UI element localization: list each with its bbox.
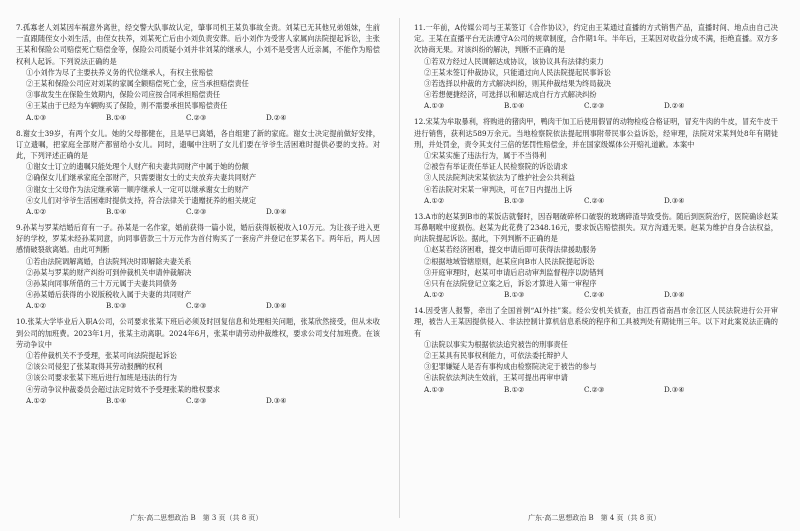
question-statement: ①小刘作为尽了主要扶养义务的代位继承人，有权主张赔偿 (26, 67, 213, 77)
question-stem: 14.因受害人报警，牵出了全国首例“AI外挂”案。经公安机关侦查，由江西省南昌市余江区人民法院进行公开审理，被告人王某因提供侵入、非法控制计算机信息系统的程序和工具被判处有期徒刑三年。以下对此案说法正确的有 (414, 306, 778, 338)
question-statement: ③谢女士父母作为法定继承第一顺序继承人一定可以继承谢女士的财产 (26, 184, 249, 194)
question-statement: ②该公司侵犯了张某取得其劳动报酬的权利 (26, 362, 163, 372)
answer-option: A.①③ (424, 101, 445, 111)
answer-option: A.①② (26, 207, 47, 217)
question-block (414, 305, 778, 395)
question-statement: ①法院以事实为根据依法追究被告的刑事责任 (424, 339, 568, 349)
question-stem: 12.宋某为牟取暴利，将购进的猪肉甲，鸭肉干加工后使用假冒的动物检疫合格证明，冒充牛肉的牛皮，冒充牛皮干进行销售，获利达589万余元。当地检察院依法提起刑事附带民事公益诉讼，经审理，法院对宋某判处8年有期徒刑，并处罚金，责令其支付三倍的惩罚性赔偿金，并在国家级媒体公开赔礼道歉。本案中 (414, 117, 778, 149)
question-statement: ④若想便捷经济，可选择以和解达成自行方式解决纠纷 (424, 90, 597, 100)
answer-option: D.③④ (266, 395, 287, 405)
question-stem: 8.谢女士39岁，有两个女儿。她的父母都健在，且是早已离婚，各自组建了新的家庭。谢女士决定提前做好安排，订立遗嘱，把家庭全部财产都留给小女儿。同时，遗嘱中注明了女儿们要在爷爷生活困难时提供必要的支持。对此，下列评述正确的是 (16, 128, 380, 161)
answer-option: C.②③ (186, 207, 207, 217)
question-statement: ②根据地域管辖原则，赵某应向B市人民法院提起诉讼 (424, 256, 595, 266)
answer-option: A.①② (26, 395, 47, 405)
question-statement: ④女儿们对爷爷生活困难时提供支持，符合法律关于遗赠抚养的相关规定 (26, 195, 257, 205)
question-statement: ②王某和保险公司应对刘某的家属全额赔偿死亡金，应当承担赔偿责任 (26, 79, 249, 89)
question-stem: 7.孤寡老人刘某因车祸意外离世，经交警大队事故认定，肇事司机王某负事故全责。刘某已无其他兄弟姐妹，生前一直跟随侄女小刘生活，由侄女扶养，刘某死亡后由小刘负责安葬。后小刘作为受害人家属向法院提起诉讼，主张王某和保险公司赔偿死亡赔偿金等，保险公司质疑小刘并非刘某的继承人，小刘不是受害人近亲属，不能作为赔偿权利人起诉。下列说法正确的是 (16, 23, 380, 66)
answer-option: C.②④ (584, 290, 605, 300)
question-statement: ③该公司要求张某下班后进行加班是违法的行为 (26, 373, 177, 383)
page-3-footer: 广东·高二思想政治 B 第 3 页（共 8 页） (130, 514, 263, 522)
question-block (16, 22, 380, 124)
question-statement: ②确保女儿们继承家庭全部财产，只需要谢女士的丈夫放弃夫妻共同财产 (26, 173, 257, 183)
answer-option: D.③④ (664, 290, 685, 300)
question-statement: ①若仲裁机关不予受理，张某可向法院提起诉讼 (26, 351, 177, 361)
question-statement: ①若由法院调解离婚，自法院判决时即解除夫妻关系 (26, 256, 192, 266)
answer-options (414, 100, 778, 112)
question-statement: ①赵某若经济困难，提交申请后即可获得法律援助服务 (424, 245, 597, 255)
answer-options (16, 206, 380, 218)
question-statement: ①若双方经过人民调解达成协议，该协议具有法律约束力 (424, 56, 604, 66)
question-statement: ④若法院对宋某一审判决，可在7日内提出上诉 (424, 184, 573, 194)
answer-option: B.①③ (106, 301, 127, 311)
question-statement: ④只有在法院登记立案之后，诉讼才算进入第一审程序 (424, 279, 597, 289)
answer-option: A.①② (26, 301, 47, 311)
page-divider (399, 18, 400, 518)
answer-option: B.①④ (106, 112, 127, 122)
question-statement: ④孙某婚后获得的小说版税收入属于夫妻的共同财产 (26, 290, 192, 300)
question-statement: ①宋某实施了违法行为，属于不当得利 (424, 151, 547, 161)
question-statement: ③人民法院判决宋某依法为了维护社会公共利益 (424, 173, 575, 183)
answer-options (414, 384, 778, 396)
answer-option: B.①④ (106, 395, 127, 405)
question-statement: ③犯罪嫌疑人是否有事构成由检察院决定于被告的参与 (424, 362, 597, 372)
question-block (16, 128, 380, 218)
answer-option: D.③④ (664, 384, 685, 394)
question-statement: ②被告有举证责任举证人民检察院的诉讼请求 (424, 162, 568, 172)
question-stem: 10.张某大学毕业后入职A公司，公司要求张某下班后必须及时回复信息和处理相关问题，张某欣然接受，但从未收到公司的加班费。2023年1月，张某主动离职。2024年6月，张某申请劳动仲裁维权，要求公司支付加班费。在该劳动争议中 (16, 317, 380, 349)
answer-option: D.③④ (664, 195, 685, 205)
answer-option: A.①② (424, 290, 445, 300)
question-block (414, 211, 778, 301)
page-3-column (16, 22, 380, 512)
question-statement: ④法院依法判决生效前，王某可提出再审申请 (424, 373, 568, 383)
page-4-column (414, 22, 778, 512)
question-statement: ②王某具有民事权利能力，可依法委托辩护人 (424, 351, 568, 361)
question-statement: ②王某未签订仲裁协议，只能通过向人民法院提起民事诉讼 (424, 67, 611, 77)
answer-option: D.③④ (266, 301, 287, 311)
question-stem: 11.一年前，A传媒公司与王某签订《合作协议》，约定由王某通过直播的方式销售产品，直播时间、地点由自己决定。王某在直播平台无法遵守A公司的规章制度，合作期1年。半年后，王某因对收益分成不满，拒绝直播。双方多次协商无果。对该纠纷的解决，判断不正确的是 (414, 23, 778, 55)
answer-option: D.②④ (664, 101, 685, 111)
answer-option: D.②④ (266, 112, 287, 122)
answer-option: C.②③ (584, 384, 605, 394)
answer-option: B.①③ (504, 290, 525, 300)
answer-option: C.②③ (584, 101, 605, 111)
answer-options (414, 289, 778, 301)
question-statement: ④劳动争议仲裁委员会超过法定时效不予受理张某的维权要求 (26, 384, 221, 394)
answer-options (414, 195, 778, 207)
answer-option: C.②③ (186, 395, 207, 405)
answer-option: B.①③ (504, 195, 525, 205)
answer-option: B.①④ (504, 101, 525, 111)
question-block (16, 316, 380, 406)
question-block (414, 116, 778, 206)
question-block (414, 22, 778, 112)
question-statement: ③若选择以仲裁的方式解决纠纷，则其仲裁结果为终局裁决 (424, 79, 611, 89)
question-statement: ①谢女士订立的遗嘱只能处理个人财产和夫妻共同财产中属于她的份额 (26, 162, 249, 172)
answer-option: C.②④ (584, 195, 605, 205)
question-statement: ③孙某向同事所借的三十万元属于夫妻共同债务 (26, 279, 177, 289)
question-statement: ③事故发生在保险生效期内，保险公司应按合同承担赔偿责任 (26, 90, 221, 100)
question-statement: ②孙某与罗某的财产纠纷可到仲裁机关申请仲裁解决 (26, 267, 192, 277)
answer-option: B.①④ (106, 207, 127, 217)
answer-option: C.②③ (186, 112, 207, 122)
answer-options (16, 300, 380, 312)
question-stem: 13.A市的赵某到B市的某饭店就餐时，因吞咽破碎杯口破裂的玻璃碎渣导致受伤。随后到医院治疗，医院确诊赵某耳鼻咽喉中度损伤。赵某为此花费了2348.16元，要求饭店赔偿损失。双方沟通无果。赵某为维护自身合法权益，向法院提起诉讼。据此，下列判断不正确的是 (414, 211, 778, 244)
answer-option: A.①③ (424, 384, 445, 394)
question-block (16, 222, 380, 312)
answer-option: A.①② (424, 195, 445, 205)
question-stem: 9.孙某与罗某结婚后育有一子。孙某是一名作家，婚前获得一篇小说，婚后获得版税收入10万元。为让孩子进入更好的学校，罗某未经孙某同意，向同事借款三十万元作为首付购买了一套房产并登记在罗某名下。两年后，两人因感情破裂欲离婚。由此可判断 (16, 223, 380, 255)
answer-options (16, 112, 380, 124)
page-4-footer: 广东·高二思想政治 B 第 4 页（共 8 页） (528, 514, 661, 522)
question-statement: ③开庭审理时，赵某可申请后启动审判监督程序以防错判 (424, 267, 604, 277)
answer-options (16, 395, 380, 407)
answer-option: B.①② (504, 384, 525, 394)
question-statement: ④王某由于已经为车辆购买了保险，则不需要承担民事赔偿责任 (26, 101, 228, 111)
answer-option: C.②③ (186, 301, 207, 311)
answer-option: D.③④ (266, 207, 287, 217)
answer-option: A.①③ (26, 112, 47, 122)
